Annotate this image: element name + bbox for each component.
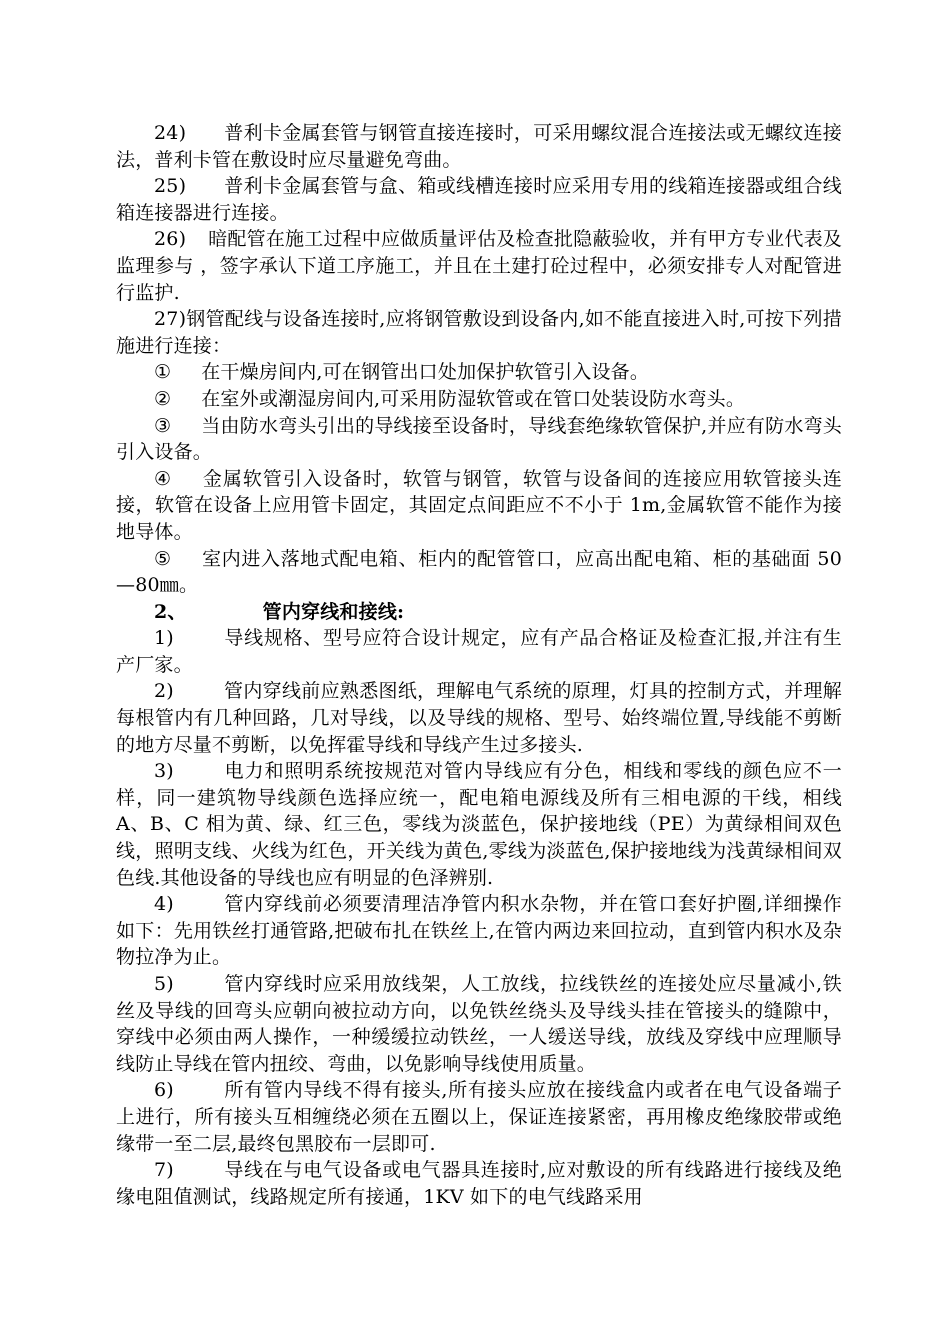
sub-item-number: ① (154, 361, 172, 384)
section-number: 2、 (154, 600, 187, 623)
paragraph-text: 暗配管在施工过程中应做质量评估及检查批隐蔽验收，并有甲方专业代表及监理参与 ，签字承认下道工序施工，并且在土建打砼过程中，必须安排专人对配管进行监护. (116, 228, 842, 304)
paragraph-text: 普利卡金属套管与钢管直接连接时，可采用螺纹混合连接法或无螺纹连接法，普利卡管在敷设时应尽量避免弯曲。 (116, 122, 842, 171)
item-5 (116, 971, 842, 1077)
item-1 (116, 625, 842, 678)
item-number: 2) (154, 680, 174, 703)
item-text: 管内穿线时应采用放线架，人工放线，拉线铁丝的连接处应尽量减小,铁丝及导线的回弯头应朝向被拉动方向，以免铁丝绕头及导线头挂在管接头的缝隙中，穿线中必须由两人操作，一种缓缓拉动铁丝，一人缓送导线，放线及穿线中应理顺导线防止导线在管内扭绞、弯曲，以免影响导线使用质量。 (116, 973, 842, 1075)
document-body (116, 120, 842, 1210)
item-3 (116, 758, 842, 891)
section-title: 管内穿线和接线: (262, 600, 405, 623)
item-number: 5) (154, 973, 174, 995)
item-number: 3) (154, 760, 174, 783)
item-text: 导线规格、型号应符合设计规定，应有产品合格证及检查汇报,并注有生产厂家。 (116, 627, 842, 676)
item-text: 管内穿线前必须要清理洁净管内积水杂物，并在管口套好护圈,详细操作如下：先用铁丝打通管路,把破布扎在铁丝上,在管内两边来回拉动，直到管内积水及杂物拉净为止。 (116, 893, 842, 969)
item-2 (116, 678, 842, 758)
item-text: 导线在与电气设备或电气器具连接时,应对敷设的所有线路进行接线及绝缘电阻值测试，线路规定所有接通，1KV 如下的电气线路采用 (116, 1159, 842, 1208)
paragraph-25 (116, 173, 842, 226)
sub-item-number: ③ (154, 414, 172, 437)
sub-item-4 (116, 466, 842, 546)
sub-item-number: ④ (154, 467, 173, 490)
paragraph-24 (116, 120, 842, 173)
item-6 (116, 1077, 842, 1157)
paragraph-number: 27) (154, 308, 187, 331)
item-number: 4) (154, 893, 174, 916)
item-number: 6) (154, 1079, 174, 1102)
item-text: 管内穿线前应熟悉图纸，理解电气系统的原理，灯具的控制方式，并理解每根管内有几种回路，几对导线，以及导线的规格、型号、始终端位置,导线能不剪断的地方尽量不剪断，以免挥霍导线和导线产生过多接头. (116, 680, 842, 756)
paragraph-text: 普利卡金属套管与盒、箱或线槽连接时应采用专用的线箱连接器或组合线箱连接器进行连接。 (116, 175, 842, 224)
item-text: 电力和照明系统按规范对管内导线应有分色，相线和零线的颜色应不一样，同一建筑物导线颜色选择应统一，配电箱电源线及所有三相电源的干线，相线 A、B、C 相为黄、绿、红三色，零线为淡蓝色，保护接地线（PE）为黄绿相间双色线，照明支线、火线为红色，开关线为黄色,零线为淡蓝色,保护接地线为浅黄绿相间双色线.其他设备的导线也应有明显的色泽辨别. (116, 760, 842, 889)
sub-item-3 (116, 413, 842, 466)
paragraph-number: 26) (154, 228, 187, 251)
paragraph-number: 25) (154, 175, 187, 198)
item-number: 1) (154, 627, 174, 650)
sub-item-1 (116, 359, 842, 386)
paragraph-27 (116, 306, 842, 359)
sub-item-text: 在干燥房间内,可在钢管出口处加保护软管引入设备。 (201, 361, 650, 384)
paragraph-26 (116, 226, 842, 306)
sub-item-number: ② (154, 387, 172, 410)
item-text: 所有管内导线不得有接头,所有接头应放在接线盒内或者在电气设备端子上进行，所有接头互相缠绕必须在五圈以上，保证连接紧密，再用橡皮绝缘胶带或绝缘带一至二层,最终包黑胶布一层即可. (116, 1079, 842, 1155)
paragraph-text: 钢管配线与设备连接时,应将钢管敷设到设备内,如不能直接进入时,可按下列措施进行连接： (116, 308, 842, 357)
item-number: 7) (154, 1159, 174, 1182)
section-heading (116, 599, 842, 626)
sub-item-2 (116, 386, 842, 413)
paragraph-number: 24) (154, 122, 187, 144)
sub-item-text: 室内进入落地式配电箱、柜内的配管管口，应高出配电箱、柜的基础面 50—80㎜。 (116, 547, 842, 597)
item-4 (116, 891, 842, 971)
sub-item-text: 在室外或潮湿房间内,可采用防湿软管或在管口处装设防水弯头。 (201, 387, 746, 410)
sub-item-text: 金属软管引入设备时，软管与钢管，软管与设备间的连接应用软管接头连接，软管在设备上应用管卡固定，其固定点间距应不不小于 1m,金属软管不能作为接地导体。 (116, 467, 843, 543)
sub-item-number: ⑤ (154, 547, 172, 570)
sub-item-text: 当由防水弯头引出的导线接至设备时，导线套绝缘软管保护,并应有防水弯头引入设备。 (116, 414, 843, 464)
item-7 (116, 1157, 842, 1210)
sub-item-5 (116, 546, 842, 599)
